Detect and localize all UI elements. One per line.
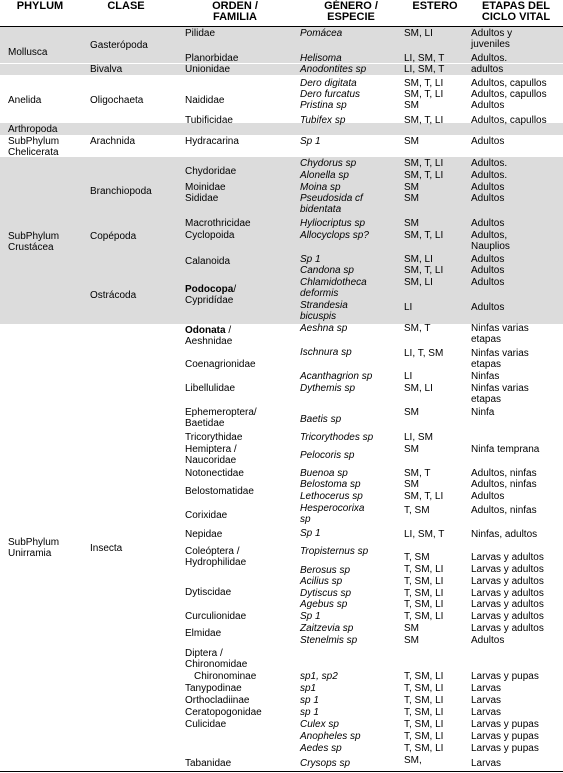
cell-orden-familia: Macrothricidae (185, 218, 251, 229)
cell-estero: SM, LI (404, 254, 433, 265)
cell-orden-familia: Sididae (185, 193, 219, 204)
cell-genero-especie: Tubifex sp (300, 115, 346, 126)
cell-clase: Oligochaeta (90, 95, 144, 106)
cell-genero-especie: Aedes sp (300, 743, 342, 754)
cell-genero-especie: Strandesia (300, 300, 348, 311)
cell-etapas: etapas (471, 359, 502, 370)
cell-estero: T, SM, LI (404, 731, 444, 742)
cell-orden-familia: Orthocladiinae (185, 695, 250, 706)
cell-genero-especie: Dero furcatus (300, 89, 361, 100)
cell-orden-familia: Chironomidae (185, 659, 248, 670)
cell-orden-familia: Corixidae (185, 510, 228, 521)
cell-genero-especie: sp1 (300, 683, 317, 694)
cell-clase: Branchiopoda (90, 186, 152, 197)
cell-etapas: Ninfas varias (471, 383, 529, 394)
cell-etapas: Larvas y pupas (471, 719, 539, 730)
cell-genero-especie: Sp 1 (300, 136, 321, 147)
cell-etapas: Ninfas (471, 371, 500, 382)
cell-genero-especie: Hyliocriptus sp (300, 218, 366, 229)
cell-estero: SM, LI (404, 277, 433, 288)
header-orden-familia: ORDEN / FAMILIA (212, 0, 258, 23)
cell-genero-especie: Pseudosida cf (300, 193, 363, 204)
cell-genero-especie: Hesperocorixa (300, 503, 365, 514)
cell-genero-especie: Culex sp (300, 719, 339, 730)
cell-orden-familia: Libellulidae (185, 383, 236, 394)
cell-orden-familia: Planorbidae (185, 53, 239, 64)
cell-orden-familia: Tanypodinae (185, 683, 242, 694)
cell-estero: SM, LI (404, 28, 433, 39)
cell-etapas: Larvas y adultos (471, 588, 544, 599)
cell-orden-familia: Pilidae (185, 28, 216, 39)
cell-orden-familia: Diptera / (185, 648, 223, 659)
cell-orden-familia: Odonata / (185, 325, 232, 336)
cell-etapas: Adultos, (471, 230, 508, 241)
cell-etapas: Larvas y adultos (471, 611, 544, 622)
cell-etapas: etapas (471, 334, 502, 345)
cell-orden-familia: Ceratopogonidae (185, 707, 262, 718)
cell-orden-familia: Podocopa/ (185, 284, 237, 295)
table-header (0, 0, 563, 27)
cell-genero-especie: deformis (300, 288, 339, 299)
cell-genero-especie: Dero digitata (300, 78, 357, 89)
cell-estero: T, SM, LI (404, 564, 444, 575)
cell-etapas: Adultos, ninfas (471, 479, 537, 490)
cell-genero-especie: Helisoma (300, 53, 342, 64)
cell-etapas: Adultos (471, 218, 505, 229)
cell-genero-especie: Aeshna sp (300, 323, 348, 334)
cell-estero: SM, T, LI (404, 491, 444, 502)
cell-genero-especie: Moina sp (300, 182, 341, 193)
cell-orden-familia: Cyclopoida (185, 230, 235, 241)
cell-etapas: Adultos (471, 491, 505, 502)
cell-genero-especie: Crysops sp (300, 758, 351, 769)
cell-phylum: Chelicerata (8, 147, 59, 158)
cell-genero-especie: Belostoma sp (300, 479, 361, 490)
cell-orden-familia: Dytiscidae (185, 587, 232, 598)
cell-etapas: Adultos, capullos (471, 89, 547, 100)
cell-estero: LI, T, SM (404, 348, 444, 359)
cell-genero-especie: bidentata (300, 204, 342, 215)
cell-estero: LI (404, 302, 413, 313)
row-separator (0, 156, 563, 157)
cell-orden-familia: Unionidae (185, 64, 231, 75)
cell-estero: T, SM, LI (404, 671, 444, 682)
cell-genero-especie: Acanthagrion sp (300, 371, 373, 382)
cell-etapas: Adultos, capullos (471, 115, 547, 126)
cell-estero: SM (404, 623, 419, 634)
cell-etapas: Ninfas varias (471, 348, 529, 359)
cell-orden-familia: Chironominae (194, 671, 257, 682)
cell-etapas: Adultos (471, 277, 505, 288)
cell-genero-especie: Acilius sp (300, 576, 343, 587)
cell-estero: LI (404, 371, 413, 382)
cell-estero: T, SM (404, 505, 430, 516)
cell-orden-familia: Naididae (185, 95, 225, 106)
cell-estero: SM (404, 136, 419, 147)
header-phylum: PHYLUM (16, 0, 64, 12)
cell-estero: T, SM, LI (404, 695, 444, 706)
cell-orden-familia: Elmidae (185, 628, 222, 639)
cell-estero: SM (404, 479, 419, 490)
cell-estero: LI, SM, T (404, 53, 445, 64)
cell-etapas: Larvas y adultos (471, 564, 544, 575)
cell-etapas: juveniles (471, 39, 510, 50)
header-genero-especie: GÉNERO / ESPECIE (324, 0, 378, 23)
cell-etapas: Larvas y pupas (471, 743, 539, 754)
cell-genero-especie: Tropisternus sp (300, 546, 369, 557)
header-clase: CLASE (107, 0, 145, 12)
cell-estero: SM (404, 218, 419, 229)
cell-estero: SM, T, LI (404, 170, 444, 181)
cell-orden-familia: Hydracarina (185, 136, 239, 147)
cell-phylum: SubPhylum (8, 537, 60, 548)
cell-genero-especie: Baetis sp (300, 414, 342, 425)
cell-orden-familia: Belostomatidae (185, 486, 254, 497)
cell-orden-familia: Tabanidae (185, 758, 232, 769)
cell-genero-especie: Candona sp (300, 265, 354, 276)
cell-genero-especie: Chydorus sp (300, 158, 357, 169)
cell-phylum: Unirramia (8, 548, 52, 559)
cell-estero: SM, T (404, 468, 431, 479)
table-bottom-rule (0, 771, 563, 772)
cell-etapas: Adultos y (471, 28, 513, 39)
cell-etapas: Larvas y adultos (471, 623, 544, 634)
cell-clase: Gasterópoda (90, 40, 148, 51)
cell-clase: Arachnida (90, 136, 136, 147)
cell-orden-familia: Notonectidae (185, 468, 244, 479)
cell-orden-familia: Nepidae (185, 529, 223, 540)
cell-etapas: Nauplios (471, 241, 510, 252)
cell-genero-especie: Zaitzevia sp (300, 623, 354, 634)
cell-orden-familia: Moinidae (185, 182, 226, 193)
header-etapas-ciclo-vital: ETAPAS DEL CICLO VITAL (481, 0, 551, 23)
cell-estero: T, SM, LI (404, 743, 444, 754)
cell-genero-especie: Chlamidotheca (300, 277, 367, 288)
cell-etapas: Adultos (471, 265, 505, 276)
cell-etapas: Ninfa (471, 407, 495, 418)
cell-phylum: SubPhylum (8, 231, 60, 242)
cell-etapas: Adultos, ninfas (471, 468, 537, 479)
cell-suffix: / (233, 284, 237, 295)
cell-estero: T, SM, LI (404, 683, 444, 694)
cell-etapas: Adultos (471, 254, 505, 265)
cell-etapas: Larvas (471, 707, 502, 718)
cell-clase: Bivalva (90, 64, 123, 75)
cell-estero: LI, SM, T (404, 64, 445, 75)
cell-estero: SM, T, LI (404, 89, 444, 100)
cell-orden-familia: Hydrophilidae (185, 557, 247, 568)
cell-orden-familia: Hemiptera / (185, 444, 237, 455)
cell-etapas: Larvas (471, 683, 502, 694)
cell-genero-especie: Anopheles sp (300, 731, 361, 742)
cell-etapas: Adultos, ninfas (471, 505, 537, 516)
cell-clase: Copépoda (90, 231, 137, 242)
cell-etapas: Adultos (471, 193, 505, 204)
cell-etapas: Adultos. (471, 158, 508, 169)
cell-etapas: Larvas y adultos (471, 576, 544, 587)
cell-orden-familia: Ephemeroptera/ (185, 407, 257, 418)
cell-etapas: Ninfas varias (471, 323, 529, 334)
cell-orden-familia: Coenagrionidae (185, 359, 256, 370)
cell-clase: Insecta (90, 543, 123, 554)
cell-etapas: Adultos. (471, 170, 508, 181)
cell-phylum: Mollusca (8, 47, 48, 58)
cell-etapas: Ninfa temprana (471, 444, 540, 455)
cell-etapas: etapas (471, 394, 502, 405)
cell-genero-especie: Allocyclops sp? (300, 230, 369, 241)
cell-estero: T, SM, LI (404, 611, 444, 622)
cell-orden-familia: Culicidae (185, 719, 227, 730)
cell-estero: T, SM, LI (404, 588, 444, 599)
cell-estero: T, SM (404, 552, 430, 563)
cell-etapas: Adultos (471, 182, 505, 193)
cell-genero-especie: Pelocoris sp (300, 450, 355, 461)
cell-etapas: Adultos (471, 136, 505, 147)
cell-estero: LI, SM (404, 432, 433, 443)
cell-estero: SM, LI (404, 383, 433, 394)
cell-orden-familia: Baetidae (185, 418, 225, 429)
cell-etapas: Larvas (471, 695, 502, 706)
cell-estero: SM, T, LI (404, 115, 444, 126)
cell-estero: SM (404, 407, 419, 418)
cell-phylum: Arthropoda (8, 124, 58, 135)
cell-etapas: Adultos (471, 635, 505, 646)
cell-phylum: SubPhylum (8, 136, 60, 147)
cell-clase: Ostrácoda (90, 290, 137, 301)
cell-etapas: Larvas y pupas (471, 731, 539, 742)
cell-genero-especie: Pomácea (300, 28, 343, 39)
cell-etapas: Adultos. (471, 53, 508, 64)
cell-etapas: Larvas y pupas (471, 671, 539, 682)
cell-phylum: Anelida (8, 95, 42, 106)
cell-estero: SM (404, 193, 419, 204)
cell-estero: T, SM, LI (404, 707, 444, 718)
cell-etapas: Ninfas, adultos (471, 529, 538, 540)
cell-genero-especie: Berosus sp (300, 565, 351, 576)
cell-etapas: Larvas y adultos (471, 552, 544, 563)
cell-orden-familia: Tubificidae (185, 115, 233, 126)
cell-estero: SM, T, LI (404, 230, 444, 241)
cell-genero-especie: Tricorythodes sp (300, 432, 374, 443)
cell-orden-familia: Coleóptera / (185, 546, 240, 557)
cell-genero-especie: sp (300, 514, 311, 525)
cell-estero: SM (404, 100, 419, 111)
cell-genero-especie: sp 1 (300, 695, 319, 706)
cell-etapas: Larvas y adultos (471, 599, 544, 610)
cell-estero: T, SM, LI (404, 599, 444, 610)
cell-estero: SM (404, 635, 419, 646)
cell-phylum: Crustácea (8, 242, 54, 253)
cell-genero-especie: Agebus sp (300, 599, 348, 610)
cell-genero-especie: sp 1 (300, 707, 319, 718)
cell-estero: SM, T, LI (404, 78, 444, 89)
cell-genero-especie: Alonella sp (300, 170, 349, 181)
cell-genero-especie: Anodontites sp (300, 64, 367, 75)
cell-etapas: Adultos, capullos (471, 78, 547, 89)
cell-orden-familia: Naucoridae (185, 455, 237, 466)
cell-etapas: Adultos (471, 302, 505, 313)
cell-suffix: / (225, 325, 232, 336)
cell-estero: LI, SM, T (404, 529, 445, 540)
cell-orden-familia: Curculionidae (185, 611, 247, 622)
cell-estero: T, SM, LI (404, 576, 444, 587)
cell-orden-familia: Calanoida (185, 256, 231, 267)
header-estero: ESTERO (412, 0, 458, 12)
cell-orden-familia: Chydoridae (185, 166, 237, 177)
cell-genero-especie: Buenoa sp (300, 468, 348, 479)
cell-etapas: adultos (471, 64, 504, 75)
cell-estero: SM (404, 444, 419, 455)
cell-genero-especie: Ischnura sp (300, 347, 352, 358)
cell-estero: T, SM, LI (404, 719, 444, 730)
cell-estero: SM, (404, 755, 422, 766)
cell-genero-especie: Sp 1 (300, 528, 321, 539)
cell-estero: SM, T, LI (404, 265, 444, 276)
cell-genero-especie: Sp 1 (300, 611, 321, 622)
cell-estero: SM (404, 182, 419, 193)
cell-orden-familia: Cypridídae (185, 295, 234, 306)
cell-estero: SM, T (404, 323, 431, 334)
cell-genero-especie: bicuspis (300, 311, 337, 322)
cell-etapas: Adultos (471, 100, 505, 111)
cell-genero-especie: Dythemis sp (300, 383, 356, 394)
cell-genero-especie: Lethocerus sp (300, 491, 363, 502)
cell-orden-familia: Tricorythidae (185, 432, 243, 443)
cell-genero-especie: Dytiscus sp (300, 588, 352, 599)
cell-genero-especie: Sp 1 (300, 254, 321, 265)
cell-orden-familia: Aeshnidae (185, 336, 233, 347)
cell-etapas: Larvas (471, 758, 502, 769)
cell-estero: SM, T, LI (404, 158, 444, 169)
cell-genero-especie: Stenelmis sp (300, 635, 358, 646)
cell-genero-especie: sp1, sp2 (300, 671, 338, 682)
cell-genero-especie: Pristina sp (300, 100, 347, 111)
